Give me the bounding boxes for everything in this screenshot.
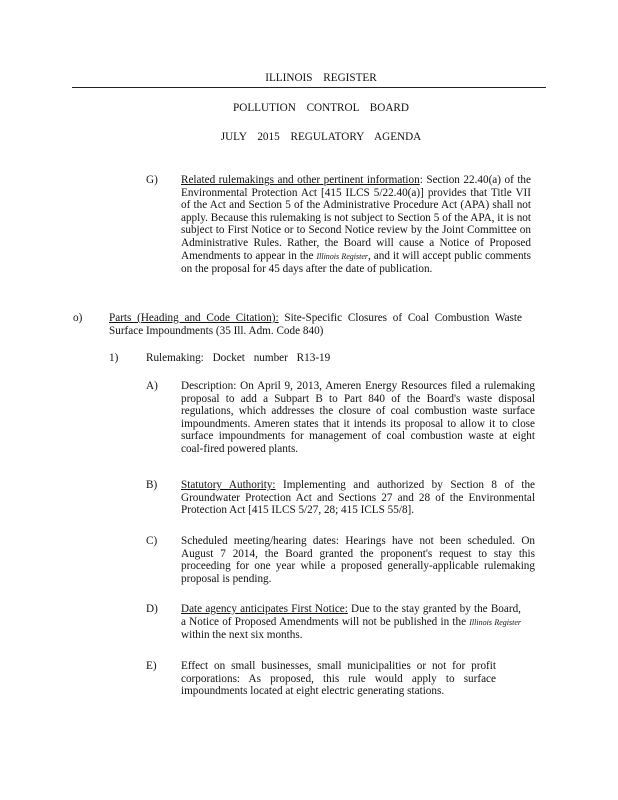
item-b-text: Implementing and authorized by Section 8 of the Groundwater Protection Act and Sections 27 and 28 of the Environmental Protection Act [415 ILCS 5/27, 28; 415 ICLS 55/8].	[181, 479, 536, 517]
item-1-marker: 1)	[109, 352, 119, 364]
item-a-marker: A)	[146, 380, 158, 392]
item-g-register: Illinois Register	[316, 251, 368, 261]
item-b-paragraph	[181, 479, 535, 517]
register-title: ILLINOIS REGISTER	[265, 72, 377, 84]
item-o-label: Parts (Heading and Code Citation):	[109, 312, 279, 324]
item-d-text-a: Due to the stay granted by the Board, a Notice of Proposed Amendments will not be published in the	[181, 603, 521, 628]
item-e-marker: E)	[146, 660, 157, 672]
item-g-text-a: : Section 22.40(a) of the Environmental Protection Act [415 ILCS 5/22.40(a)] provides that Title VII of the Act and Section 5 of the Administrative Procedure Act (APA) shall not apply. Because this rulemaking is not subject to Section 5 of the APA, it is not subject to First Notice or to Second Notice review by the Joint Committee on Administrative Rules. Rather, the Board will cause a Notice of Proposed Amendments to appear in the	[181, 174, 531, 262]
item-o-text: Site-Specific Closures of Coal Combustion Waste Surface Impoundments (35 Ill. Adm. Code 840)	[109, 312, 522, 337]
item-g-label: Related rulemakings and other pertinent information	[181, 174, 420, 186]
item-o-marker: o)	[73, 312, 83, 324]
item-b-label: Statutory Authority:	[181, 479, 276, 491]
item-a-text: Description: On April 9, 2013, Ameren Energy Resources filed a rulemaking proposal to add a Subpart B to Part 840 of the Board's waste disposal regulations, which addresses the closure of coal combustion waste surface impoundments. Ameren states that it intends its proposal to allow it to close surface impoundments for management of coal combustion waste at eight coal-fired powered plants.	[181, 380, 535, 455]
agenda-title: JULY 2015 REGULATORY AGENDA	[220, 131, 422, 143]
item-d-label: Date agency anticipates First Notice:	[181, 603, 348, 615]
item-b-marker: B)	[146, 479, 158, 491]
agency-name: POLLUTION CONTROL BOARD	[233, 102, 409, 114]
item-c-text: Scheduled meeting/hearing dates: Hearings have not been scheduled. On August 7 2014, the Board granted the proponent's request to stay this proceeding for one year while a proposed generally-applicable rulemaking proposal is pending.	[181, 535, 535, 585]
item-g-paragraph	[181, 174, 531, 276]
item-g-marker: G)	[146, 174, 158, 186]
item-d-register: Illinois Register	[469, 617, 522, 627]
item-o-paragraph	[109, 312, 522, 337]
item-e-text: Effect on small businesses, small municipalities or not for profit corporations: As proposed, this rule would apply to surface impoundments located at eight electric generating stations.	[181, 660, 496, 698]
item-c-marker: C)	[146, 535, 158, 547]
header-rule	[72, 87, 546, 88]
item-d-paragraph	[181, 603, 521, 642]
item-g-text-b: , and it will accept public comments on the proposal for 45 days after the date of publication.	[181, 249, 531, 276]
item-d-text-b: within the next six months.	[181, 629, 303, 642]
item-d-marker: D)	[146, 603, 158, 615]
item-1-text: Rulemaking: Docket number R13-19	[146, 352, 331, 364]
